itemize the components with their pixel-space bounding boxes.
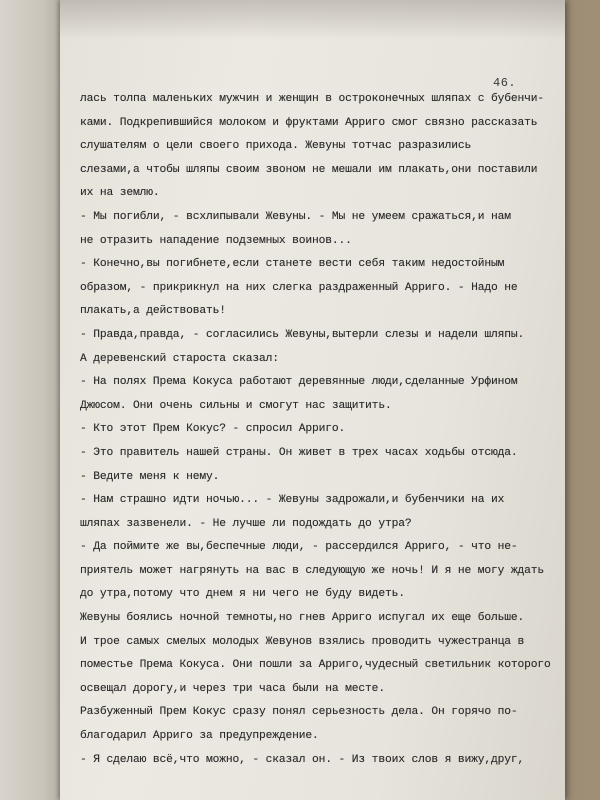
text-line: поместье Према Кокуса. Они пошли за Арриго,чудесный светильник которого: [80, 659, 551, 672]
text-line: образом, - прикрикнул на них слегка раздраженный Арриго. - Надо не: [80, 281, 518, 294]
page-text: [80, 88, 560, 772]
text-line: приятель может нагрянуть на вас в следующую же ночь! И я не могу ждать: [80, 564, 545, 577]
text-line: лась толпа маленьких мужчин и женщин в остроконечных шляпах с бубенчи-: [80, 93, 545, 105]
text-line: - Нам страшно идти ночью... - Жевуны задрожали,и бубенчики на их: [80, 494, 505, 507]
text-line: Разбуженный Прем Кокус сразу понял серьезность дела. Он горячо по-: [80, 706, 518, 719]
text-line: - Мы погибли, - всхлипывали Жевуны. - Мы не умеем сражаться,и нам: [80, 210, 511, 223]
text-line: не отразить нападение подземных воинов...: [80, 234, 352, 247]
text-line: - Ведите меня к нему.: [80, 470, 220, 483]
text-line: - Кто этот Прем Кокус? - спросил Арриго.: [80, 423, 346, 436]
text-line: шляпах зазвенели. - Не лучше ли подождать до утра?: [80, 517, 412, 530]
text-line: слушателям о цели своего прихода. Жевуны тотчас разразились: [80, 140, 472, 153]
text-line: освещал дорогу,и через три часа были на месте.: [80, 682, 385, 695]
text-line: - Правда,правда, - согласились Жевуны,вытерли слезы и надели шляпы.: [80, 328, 525, 341]
text-line: плакать,а действовать!: [80, 305, 226, 318]
text-line: Жевуны боялись ночной темноты,но гнев Арриго испугал их еще больше.: [80, 612, 525, 625]
text-line: - Это правитель нашей страны. Он живет в трех часах ходьбы отсюда.: [80, 446, 518, 459]
page-shadow: [60, 0, 565, 40]
text-line: Джюсом. Они очень сильны и смогут нас защитить.: [80, 399, 392, 412]
underlying-page-edge: [0, 0, 62, 800]
text-line: - Да поймите же вы,беспечные люди, - рассердился Арриго, - что не-: [80, 541, 518, 554]
text-line: - Я сделаю всё,что можно, - сказал он. - Из твоих слов я вижу,друг,: [80, 753, 525, 766]
text-line: А деревенский староста сказал:: [80, 352, 279, 365]
text-line: - На полях Према Кокуса работают деревянные люди,сделанные Урфином: [80, 376, 518, 389]
text-line: их на землю.: [80, 187, 160, 200]
page-number: 46.: [493, 76, 517, 90]
text-line: слезами,а чтобы шляпы своим звоном не мешали им плакать,они поставили: [80, 163, 538, 176]
text-line: ками. Подкрепившийся молоком и фруктами Арриго смог связно рассказать: [80, 116, 538, 129]
text-line: - Конечно,вы погибнете,если станете вести себя таким недостойным: [80, 258, 505, 271]
text-line: до утра,потому что днем я ни чего не буду видеть.: [80, 588, 405, 601]
text-line: благодарил Арриго за предупреждение.: [80, 730, 319, 743]
text-line: И трое самых смелых молодых Жевунов взялись проводить чужестранца в: [80, 635, 525, 648]
